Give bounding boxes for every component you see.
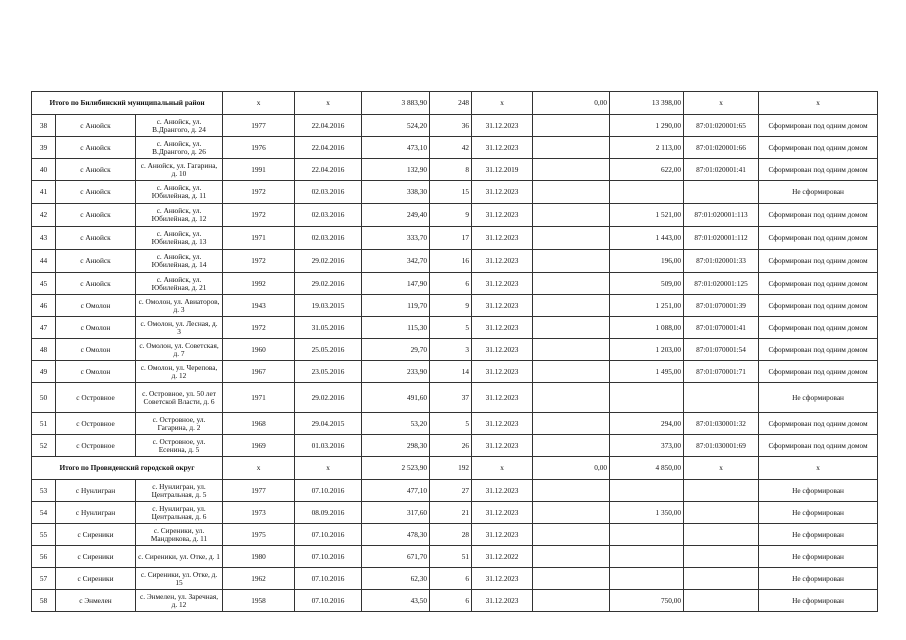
status-cell: Сформирован под одним домом	[759, 413, 878, 435]
date-cell: 29.02.2016	[295, 273, 362, 295]
table-row	[32, 227, 878, 250]
residents-cell: 17	[430, 227, 472, 250]
settlement-cell: с Сиреники	[56, 524, 136, 546]
total-label: Итого по Провиденский городской округ	[32, 457, 223, 480]
sum-cell	[610, 568, 684, 590]
cadastral-cell: 87:01:070001:54	[684, 339, 759, 361]
table-row	[32, 568, 878, 590]
row-number: 47	[32, 317, 56, 339]
deadline-cell: 31.12.2023	[472, 339, 533, 361]
empty-cell	[533, 339, 610, 361]
settlement-cell: с Омолон	[56, 339, 136, 361]
row-number: 53	[32, 480, 56, 502]
year-cell: 1976	[223, 137, 295, 159]
empty-cell	[533, 273, 610, 295]
date-cell: 07.10.2016	[295, 568, 362, 590]
empty-cell	[533, 159, 610, 181]
cadastral-cell	[684, 590, 759, 612]
settlement-cell: с Анюйск	[56, 273, 136, 295]
sum-cell: 1 350,00	[610, 502, 684, 524]
deadline-cell: 31.12.2023	[472, 590, 533, 612]
total-date-cell: x	[295, 92, 362, 115]
empty-cell	[533, 502, 610, 524]
address-cell: с. Анюйск, ул. Юбилейная, д. 21	[136, 273, 223, 295]
residents-cell: 15	[430, 181, 472, 204]
address-cell: с. Нунлигран, ул. Центральная, д. 5	[136, 480, 223, 502]
year-cell: 1958	[223, 590, 295, 612]
total-status-cell: x	[759, 92, 878, 115]
area-cell: 249,40	[362, 204, 430, 227]
total-year-cell: x	[223, 457, 295, 480]
status-cell: Сформирован под одним домом	[759, 361, 878, 383]
empty-cell	[533, 524, 610, 546]
date-cell: 07.10.2016	[295, 590, 362, 612]
sum-cell	[610, 524, 684, 546]
residents-cell: 27	[430, 480, 472, 502]
table-row	[32, 339, 878, 361]
date-cell: 29.02.2016	[295, 250, 362, 273]
cadastral-cell: 87:01:070001:41	[684, 317, 759, 339]
date-cell: 02.03.2016	[295, 204, 362, 227]
row-number: 50	[32, 383, 56, 413]
table-row	[32, 115, 878, 137]
deadline-cell: 31.12.2023	[472, 317, 533, 339]
year-cell: 1973	[223, 502, 295, 524]
area-cell: 132,90	[362, 159, 430, 181]
table-row	[32, 273, 878, 295]
settlement-cell: с Анюйск	[56, 204, 136, 227]
area-cell: 478,30	[362, 524, 430, 546]
cadastral-cell: 87:01:020001:113	[684, 204, 759, 227]
settlement-cell: с Островное	[56, 383, 136, 413]
residents-cell: 3	[430, 339, 472, 361]
residents-cell: 6	[430, 568, 472, 590]
sum-cell: 1 088,00	[610, 317, 684, 339]
status-cell: Сформирован под одним домом	[759, 273, 878, 295]
row-number: 56	[32, 546, 56, 568]
settlement-cell: с Островное	[56, 413, 136, 435]
empty-cell	[533, 480, 610, 502]
table-row	[32, 159, 878, 181]
cadastral-cell: 87:01:030001:32	[684, 413, 759, 435]
row-number: 52	[32, 435, 56, 457]
total-residents-cell: 248	[430, 92, 472, 115]
table-row	[32, 361, 878, 383]
row-number: 43	[32, 227, 56, 250]
cadastral-cell	[684, 502, 759, 524]
status-cell: Сформирован под одним домом	[759, 227, 878, 250]
status-cell: Сформирован под одним домом	[759, 250, 878, 273]
status-cell: Сформирован под одним домом	[759, 137, 878, 159]
date-cell: 29.04.2015	[295, 413, 362, 435]
residents-cell: 28	[430, 524, 472, 546]
empty-cell	[533, 317, 610, 339]
row-number: 45	[32, 273, 56, 295]
sum-cell	[610, 383, 684, 413]
table-row	[32, 413, 878, 435]
date-cell: 01.03.2016	[295, 435, 362, 457]
cadastral-cell: 87:01:020001:112	[684, 227, 759, 250]
deadline-cell: 31.12.2023	[472, 227, 533, 250]
table-row	[32, 546, 878, 568]
residents-cell: 21	[430, 502, 472, 524]
row-number: 55	[32, 524, 56, 546]
residents-cell: 5	[430, 413, 472, 435]
settlement-cell: с Анюйск	[56, 115, 136, 137]
row-number: 46	[32, 295, 56, 317]
address-cell: с. Сиреники, ул. Отке, д. 1	[136, 546, 223, 568]
residents-cell: 16	[430, 250, 472, 273]
area-cell: 338,30	[362, 181, 430, 204]
date-cell: 31.05.2016	[295, 317, 362, 339]
residents-cell: 8	[430, 159, 472, 181]
date-cell: 29.02.2016	[295, 383, 362, 413]
year-cell: 1971	[223, 227, 295, 250]
cadastral-cell: 87:01:020001:66	[684, 137, 759, 159]
table-row	[32, 204, 878, 227]
residents-cell: 9	[430, 204, 472, 227]
address-cell: с. Анюйск, ул. Юбилейная, д. 14	[136, 250, 223, 273]
address-cell: с. Анюйск, ул. В.Дрангого, д. 24	[136, 115, 223, 137]
address-cell: с. Энмелен, ул. Заречная, д. 12	[136, 590, 223, 612]
year-cell: 1972	[223, 181, 295, 204]
area-cell: 342,70	[362, 250, 430, 273]
deadline-cell: 31.12.2023	[472, 137, 533, 159]
area-cell: 317,60	[362, 502, 430, 524]
date-cell: 08.09.2016	[295, 502, 362, 524]
address-cell: с. Анюйск, ул. Гагарина, д. 10	[136, 159, 223, 181]
area-cell: 62,30	[362, 568, 430, 590]
sum-cell: 2 113,00	[610, 137, 684, 159]
status-cell: Не сформирован	[759, 524, 878, 546]
settlement-cell: с Омолон	[56, 317, 136, 339]
settlement-cell: с Омолон	[56, 295, 136, 317]
deadline-cell: 31.12.2022	[472, 546, 533, 568]
address-cell: с. Островное, ул. Есенина, д. 5	[136, 435, 223, 457]
area-cell: 524,20	[362, 115, 430, 137]
date-cell: 19.03.2015	[295, 295, 362, 317]
total-area-cell: 3 883,90	[362, 92, 430, 115]
cadastral-cell: 87:01:020001:125	[684, 273, 759, 295]
status-cell: Не сформирован	[759, 480, 878, 502]
date-cell: 22.04.2016	[295, 137, 362, 159]
deadline-cell: 31.12.2023	[472, 204, 533, 227]
sum-cell: 1 290,00	[610, 115, 684, 137]
sum-cell: 509,00	[610, 273, 684, 295]
residents-cell: 5	[430, 317, 472, 339]
settlement-cell: с Омолон	[56, 361, 136, 383]
residents-cell: 14	[430, 361, 472, 383]
total-cadastral-cell: x	[684, 457, 759, 480]
status-cell: Сформирован под одним домом	[759, 159, 878, 181]
deadline-cell: 31.12.2023	[472, 383, 533, 413]
settlement-cell: с Нунлигран	[56, 480, 136, 502]
area-cell: 29,70	[362, 339, 430, 361]
address-cell: с. Омолон, ул. Лесная, д. 3	[136, 317, 223, 339]
area-cell: 491,60	[362, 383, 430, 413]
deadline-cell: 31.12.2019	[472, 159, 533, 181]
status-cell: Не сформирован	[759, 568, 878, 590]
row-number: 41	[32, 181, 56, 204]
status-cell: Сформирован под одним домом	[759, 339, 878, 361]
year-cell: 1977	[223, 480, 295, 502]
cadastral-cell	[684, 480, 759, 502]
year-cell: 1972	[223, 317, 295, 339]
settlement-cell: с Энмелен	[56, 590, 136, 612]
cadastral-cell	[684, 568, 759, 590]
table-row	[32, 590, 878, 612]
cadastral-cell	[684, 524, 759, 546]
year-cell: 1972	[223, 250, 295, 273]
year-cell: 1971	[223, 383, 295, 413]
empty-cell	[533, 227, 610, 250]
sum-cell: 1 495,00	[610, 361, 684, 383]
status-cell: Сформирован под одним домом	[759, 435, 878, 457]
cadastral-cell: 87:01:070001:71	[684, 361, 759, 383]
residents-cell: 42	[430, 137, 472, 159]
area-cell: 477,10	[362, 480, 430, 502]
total-residents-cell: 192	[430, 457, 472, 480]
deadline-cell: 31.12.2023	[472, 502, 533, 524]
address-cell: с. Омолон, ул. Авиаторов, д. 3	[136, 295, 223, 317]
empty-cell	[533, 295, 610, 317]
empty-cell	[533, 115, 610, 137]
cadastral-cell: 87:01:020001:33	[684, 250, 759, 273]
table-row	[32, 317, 878, 339]
sum-cell	[610, 546, 684, 568]
total-status-cell: x	[759, 457, 878, 480]
total-row	[32, 92, 878, 115]
date-cell: 25.05.2016	[295, 339, 362, 361]
status-cell: Не сформирован	[759, 546, 878, 568]
address-cell: с. Анюйск, ул. Юбилейная, д. 12	[136, 204, 223, 227]
total-budget-cell: 0,00	[533, 92, 610, 115]
empty-cell	[533, 181, 610, 204]
status-cell: Не сформирован	[759, 181, 878, 204]
area-cell: 333,70	[362, 227, 430, 250]
deadline-cell: 31.12.2023	[472, 115, 533, 137]
date-cell: 07.10.2016	[295, 546, 362, 568]
sum-cell: 373,00	[610, 435, 684, 457]
row-number: 54	[32, 502, 56, 524]
total-budget-cell: 0,00	[533, 457, 610, 480]
area-cell: 43,50	[362, 590, 430, 612]
settlement-cell: с Анюйск	[56, 159, 136, 181]
status-cell: Сформирован под одним домом	[759, 115, 878, 137]
empty-cell	[533, 546, 610, 568]
row-number: 57	[32, 568, 56, 590]
total-year-cell: x	[223, 92, 295, 115]
address-cell: с. Анюйск, ул. В.Дрангого, д. 26	[136, 137, 223, 159]
settlement-cell: с Анюйск	[56, 181, 136, 204]
sum-cell: 622,00	[610, 159, 684, 181]
table-row	[32, 137, 878, 159]
cadastral-cell	[684, 546, 759, 568]
address-cell: с. Сиреники, ул. Отке, д. 15	[136, 568, 223, 590]
empty-cell	[533, 361, 610, 383]
area-cell: 147,90	[362, 273, 430, 295]
status-cell: Сформирован под одним домом	[759, 317, 878, 339]
residents-cell: 6	[430, 273, 472, 295]
deadline-cell: 31.12.2023	[472, 361, 533, 383]
table-row	[32, 250, 878, 273]
residents-cell: 26	[430, 435, 472, 457]
status-cell: Сформирован под одним домом	[759, 204, 878, 227]
sum-cell: 1 251,00	[610, 295, 684, 317]
table-row	[32, 524, 878, 546]
deadline-cell: 31.12.2023	[472, 181, 533, 204]
row-number: 49	[32, 361, 56, 383]
empty-cell	[533, 413, 610, 435]
residents-cell: 37	[430, 383, 472, 413]
sum-cell: 1 203,00	[610, 339, 684, 361]
date-cell: 22.04.2016	[295, 115, 362, 137]
sum-cell	[610, 181, 684, 204]
year-cell: 1969	[223, 435, 295, 457]
table-row	[32, 181, 878, 204]
area-cell: 119,70	[362, 295, 430, 317]
date-cell: 22.04.2016	[295, 159, 362, 181]
area-cell: 233,90	[362, 361, 430, 383]
area-cell: 115,30	[362, 317, 430, 339]
total-cadastral-cell: x	[684, 92, 759, 115]
table-row	[32, 383, 878, 413]
settlement-cell: с Островное	[56, 435, 136, 457]
area-cell: 473,10	[362, 137, 430, 159]
settlement-cell: с Нунлигран	[56, 502, 136, 524]
settlement-cell: с Сиреники	[56, 546, 136, 568]
cadastral-cell: 87:01:020001:65	[684, 115, 759, 137]
address-cell: с. Островное, ул. 50 лет Советской Власти, д. 6	[136, 383, 223, 413]
date-cell: 07.10.2016	[295, 524, 362, 546]
settlement-cell: с Сиреники	[56, 568, 136, 590]
deadline-cell: 31.12.2023	[472, 413, 533, 435]
deadline-cell: 31.12.2023	[472, 435, 533, 457]
year-cell: 1980	[223, 546, 295, 568]
date-cell: 23.05.2016	[295, 361, 362, 383]
residents-cell: 6	[430, 590, 472, 612]
empty-cell	[533, 568, 610, 590]
status-cell: Не сформирован	[759, 502, 878, 524]
row-number: 48	[32, 339, 56, 361]
cadastral-cell	[684, 181, 759, 204]
empty-cell	[533, 137, 610, 159]
deadline-cell: 31.12.2023	[472, 250, 533, 273]
residents-cell: 9	[430, 295, 472, 317]
residents-cell: 36	[430, 115, 472, 137]
deadline-cell: 31.12.2023	[472, 480, 533, 502]
deadline-cell: 31.12.2023	[472, 273, 533, 295]
table-row	[32, 502, 878, 524]
empty-cell	[533, 383, 610, 413]
address-cell: с. Островное, ул. Гагарина, д. 2	[136, 413, 223, 435]
row-number: 40	[32, 159, 56, 181]
empty-cell	[533, 590, 610, 612]
year-cell: 1968	[223, 413, 295, 435]
sum-cell: 750,00	[610, 590, 684, 612]
row-number: 44	[32, 250, 56, 273]
address-cell: с. Нунлигран, ул. Центральная, д. 6	[136, 502, 223, 524]
settlement-cell: с Анюйск	[56, 250, 136, 273]
table-row	[32, 435, 878, 457]
year-cell: 1960	[223, 339, 295, 361]
year-cell: 1991	[223, 159, 295, 181]
area-cell: 671,70	[362, 546, 430, 568]
sum-cell: 1 521,00	[610, 204, 684, 227]
sum-cell: 196,00	[610, 250, 684, 273]
year-cell: 1992	[223, 273, 295, 295]
area-cell: 53,20	[362, 413, 430, 435]
status-cell: Не сформирован	[759, 383, 878, 413]
table-row	[32, 295, 878, 317]
year-cell: 1977	[223, 115, 295, 137]
deadline-cell: 31.12.2023	[472, 568, 533, 590]
address-cell: с. Анюйск, ул. Юбилейная, д. 13	[136, 227, 223, 250]
cadastral-cell: 87:01:020001:41	[684, 159, 759, 181]
address-cell: с. Омолон, ул. Черепова, д. 12	[136, 361, 223, 383]
area-cell: 298,30	[362, 435, 430, 457]
cadastral-cell: 87:01:070001:39	[684, 295, 759, 317]
year-cell: 1943	[223, 295, 295, 317]
date-cell: 07.10.2016	[295, 480, 362, 502]
row-number: 38	[32, 115, 56, 137]
total-deadline-cell: x	[472, 457, 533, 480]
total-sum-cell: 4 850,00	[610, 457, 684, 480]
cadastral-cell	[684, 383, 759, 413]
year-cell: 1962	[223, 568, 295, 590]
row-number: 51	[32, 413, 56, 435]
total-deadline-cell: x	[472, 92, 533, 115]
total-row	[32, 457, 878, 480]
year-cell: 1975	[223, 524, 295, 546]
year-cell: 1972	[223, 204, 295, 227]
year-cell: 1967	[223, 361, 295, 383]
sum-cell: 294,00	[610, 413, 684, 435]
address-cell: с. Сиреники, ул. Мандрикова, д. 11	[136, 524, 223, 546]
row-number: 58	[32, 590, 56, 612]
deadline-cell: 31.12.2023	[472, 524, 533, 546]
total-sum-cell: 13 398,00	[610, 92, 684, 115]
row-number: 42	[32, 204, 56, 227]
empty-cell	[533, 204, 610, 227]
empty-cell	[533, 435, 610, 457]
address-cell: с. Омолон, ул. Советская, д. 7	[136, 339, 223, 361]
date-cell: 02.03.2016	[295, 227, 362, 250]
settlement-cell: с Анюйск	[56, 227, 136, 250]
settlement-cell: с Анюйск	[56, 137, 136, 159]
total-date-cell: x	[295, 457, 362, 480]
total-area-cell: 2 523,90	[362, 457, 430, 480]
residents-cell: 51	[430, 546, 472, 568]
status-cell: Сформирован под одним домом	[759, 295, 878, 317]
row-number: 39	[32, 137, 56, 159]
table-row	[32, 480, 878, 502]
cadastral-cell: 87:01:030001:69	[684, 435, 759, 457]
sum-cell: 1 443,00	[610, 227, 684, 250]
deadline-cell: 31.12.2023	[472, 295, 533, 317]
sum-cell	[610, 480, 684, 502]
buildings-table	[31, 91, 878, 612]
status-cell: Не сформирован	[759, 590, 878, 612]
total-label: Итого по Билибинский муниципальный район	[32, 92, 223, 115]
empty-cell	[533, 250, 610, 273]
date-cell: 02.03.2016	[295, 181, 362, 204]
address-cell: с. Анюйск, ул. Юбилейная, д. 11	[136, 181, 223, 204]
